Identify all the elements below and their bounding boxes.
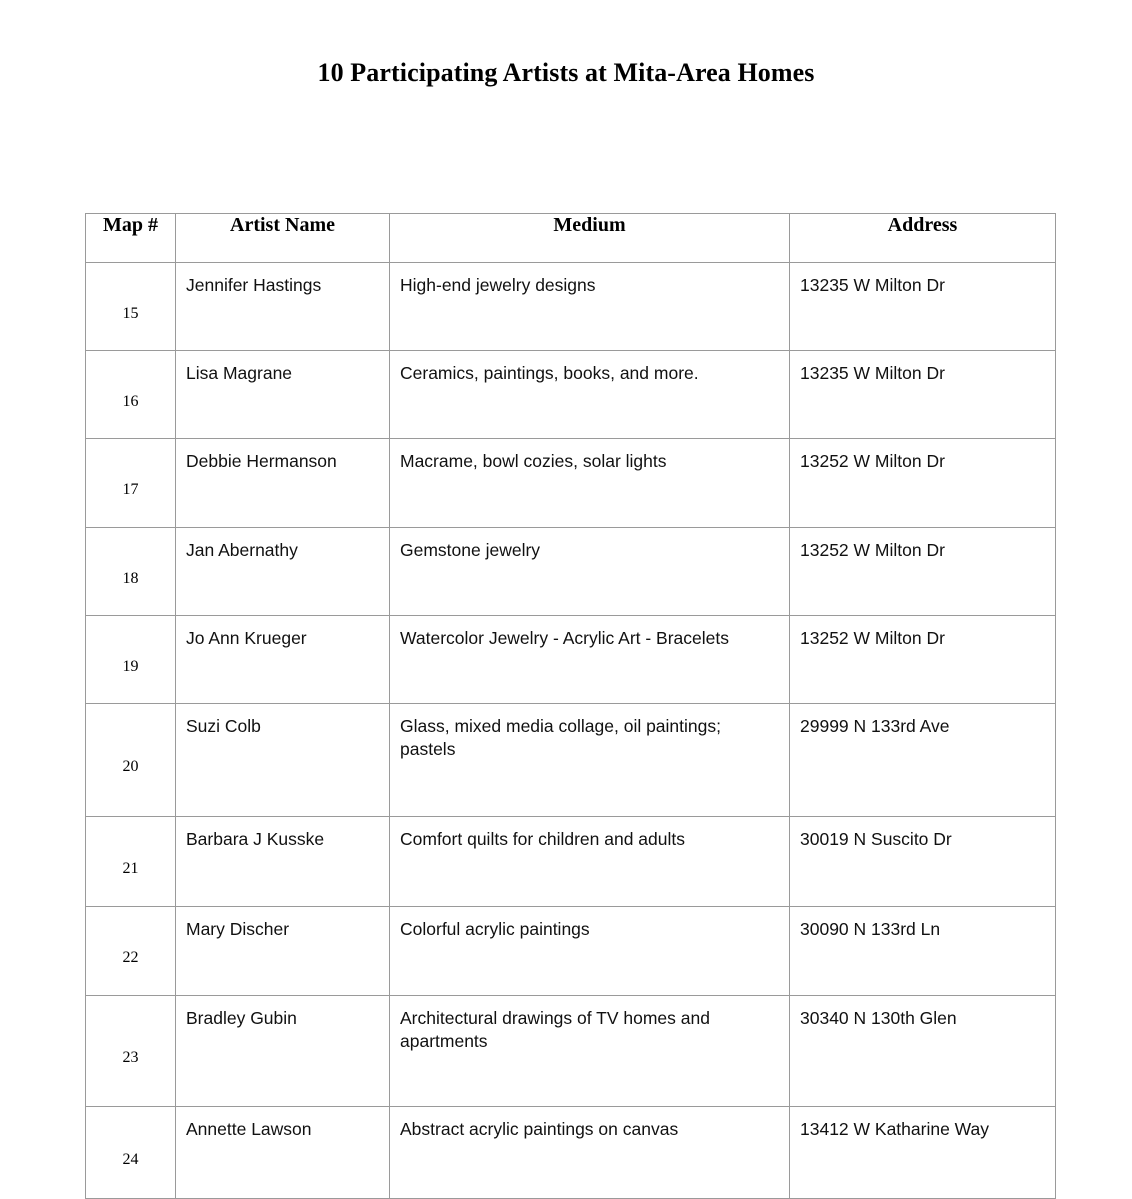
- cell-artist-name: Jennifer Hastings: [176, 263, 390, 351]
- cell-address: 13412 W Katharine Way: [790, 1107, 1056, 1199]
- cell-address: 30340 N 130th Glen: [790, 996, 1056, 1107]
- cell-medium: Abstract acrylic paintings on canvas: [390, 1107, 790, 1199]
- cell-medium: Colorful acrylic paintings: [390, 907, 790, 996]
- artists-table: [85, 213, 1056, 1199]
- cell-map-number: 17: [86, 439, 176, 528]
- table-row: [86, 704, 1056, 817]
- cell-map-number: 15: [86, 263, 176, 351]
- cell-address: 30090 N 133rd Ln: [790, 907, 1056, 996]
- table-row: [86, 1107, 1056, 1199]
- table-row: [86, 907, 1056, 996]
- cell-artist-name: Barbara J Kusske: [176, 817, 390, 907]
- cell-artist-name: Debbie Hermanson: [176, 439, 390, 528]
- cell-medium: Ceramics, paintings, books, and more.: [390, 351, 790, 439]
- table-row: [86, 439, 1056, 528]
- cell-map-number: 23: [86, 996, 176, 1107]
- cell-medium: Comfort quilts for children and adults: [390, 817, 790, 907]
- column-header-artist-name: Artist Name: [176, 214, 390, 263]
- cell-map-number: 24: [86, 1107, 176, 1199]
- cell-address: 13235 W Milton Dr: [790, 263, 1056, 351]
- cell-map-number: 21: [86, 817, 176, 907]
- cell-map-number: 22: [86, 907, 176, 996]
- cell-artist-name: Jo Ann Krueger: [176, 616, 390, 704]
- cell-map-number: 19: [86, 616, 176, 704]
- cell-medium: High-end jewelry designs: [390, 263, 790, 351]
- column-header-map: Map #: [86, 214, 176, 263]
- table-header: [86, 214, 1056, 263]
- cell-medium: Glass, mixed media collage, oil paintings; pastels: [390, 704, 790, 817]
- cell-address: 29999 N 133rd Ave: [790, 704, 1056, 817]
- cell-address: 30019 N Suscito Dr: [790, 817, 1056, 907]
- cell-address: 13252 W Milton Dr: [790, 616, 1056, 704]
- table-header-row: [86, 214, 1056, 263]
- cell-map-number: 20: [86, 704, 176, 817]
- cell-artist-name: Lisa Magrane: [176, 351, 390, 439]
- table-row: [86, 528, 1056, 616]
- cell-artist-name: Bradley Gubin: [176, 996, 390, 1107]
- cell-medium: Watercolor Jewelry - Acrylic Art - Bracelets: [390, 616, 790, 704]
- cell-artist-name: Mary Discher: [176, 907, 390, 996]
- table-row: [86, 996, 1056, 1107]
- column-header-address: Address: [790, 214, 1056, 263]
- cell-map-number: 18: [86, 528, 176, 616]
- cell-medium: Gemstone jewelry: [390, 528, 790, 616]
- cell-map-number: 16: [86, 351, 176, 439]
- cell-artist-name: Annette Lawson: [176, 1107, 390, 1199]
- cell-artist-name: Jan Abernathy: [176, 528, 390, 616]
- cell-address: 13252 W Milton Dr: [790, 439, 1056, 528]
- cell-medium: Macrame, bowl cozies, solar lights: [390, 439, 790, 528]
- table-body: [86, 263, 1056, 1199]
- cell-artist-name: Suzi Colb: [176, 704, 390, 817]
- page-title: 10 Participating Artists at Mita-Area Homes: [317, 58, 815, 87]
- cell-address: 13252 W Milton Dr: [790, 528, 1056, 616]
- column-header-medium: Medium: [390, 214, 790, 263]
- table-row: [86, 616, 1056, 704]
- table-row: [86, 817, 1056, 907]
- cell-address: 13235 W Milton Dr: [790, 351, 1056, 439]
- cell-medium: Architectural drawings of TV homes and apartments: [390, 996, 790, 1107]
- table-row: [86, 263, 1056, 351]
- table-row: [86, 351, 1056, 439]
